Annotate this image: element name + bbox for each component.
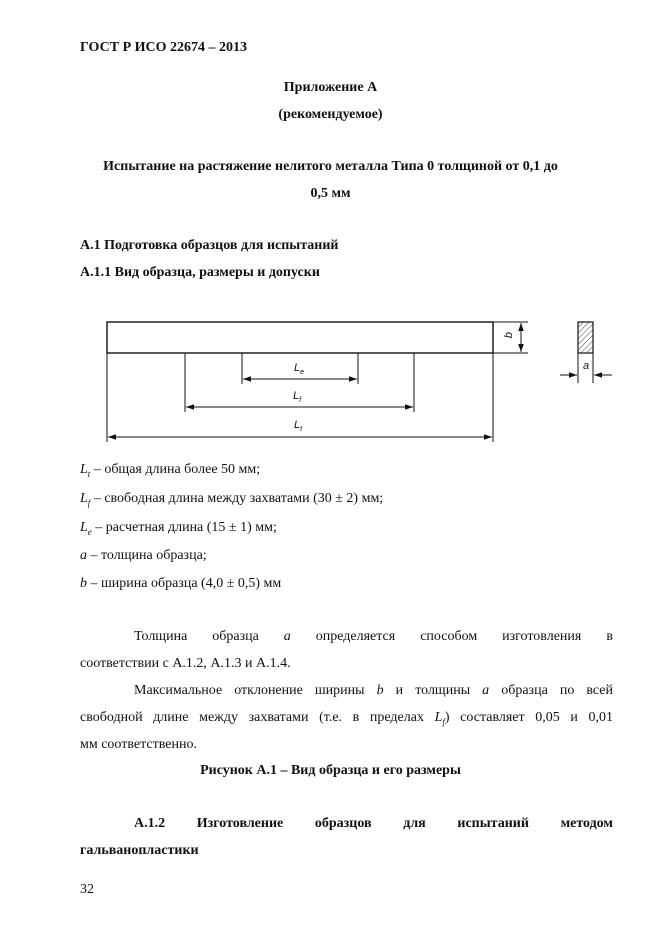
cross-section xyxy=(578,322,593,353)
section-a12-heading-line2: гальванопластики xyxy=(80,843,199,858)
legend-item: $L_f$ – свободная длина между захватами (30 ± 2) мм; xyxy=(80,491,384,508)
legend-item: $L_t$ – общая длина более 50 мм; xyxy=(80,462,261,479)
specimen-strip xyxy=(107,322,493,353)
section-a12-heading-line1: А.1.2 Изготовление образцов для испытаний методом xyxy=(134,816,613,831)
document-header: ГОСТ Р ИСО 22674 – 2013 xyxy=(80,40,248,55)
paragraph-2-line1: Максимальное отклонение ширины b и толщины a образца по всей xyxy=(134,683,613,698)
figure-caption: Рисунок А.1 – Вид образца и его размеры xyxy=(200,763,461,778)
paragraph-2-line2: свободной длине между захватами (т.е. в пределах $L_f$) составляет 0,05 и 0,01 xyxy=(80,710,613,727)
dim-le-label: $L_e$ xyxy=(294,362,305,377)
paragraph-1-line2: соответствии с А.1.2, А.1.3 и А.1.4. xyxy=(80,656,291,671)
paragraph-2-line3: мм соответственно. xyxy=(80,737,197,752)
paragraph-1-line1: Толщина образца a определяется способом изготовления в xyxy=(134,629,613,644)
annex-heading-line1: Испытание на растяжение нелитого металла Типа 0 толщиной от 0,1 до xyxy=(103,159,558,174)
legend-item: b – ширина образца (4,0 ± 0,5) мм xyxy=(80,576,282,591)
page-number: 32 xyxy=(80,882,94,897)
dim-b-label: b xyxy=(503,331,516,339)
annex-status: (рекомендуемое) xyxy=(278,107,383,122)
dim-lt-label: $L_t$ xyxy=(294,419,303,434)
dim-lf-label: $L_f$ xyxy=(293,390,302,405)
dim-a-label: a xyxy=(583,360,590,372)
legend-item: a – толщина образца; xyxy=(80,548,207,563)
annex-heading-line2: 0,5 мм xyxy=(310,186,351,201)
section-a1-heading: А.1 Подготовка образцов для испытаний xyxy=(80,238,339,253)
section-a11-heading: А.1.1 Вид образца, размеры и допуски xyxy=(80,265,320,280)
annex-title: Приложение А xyxy=(283,80,378,95)
legend-item: $L_e$ – расчетная длина (15 ± 1) мм; xyxy=(80,520,277,537)
